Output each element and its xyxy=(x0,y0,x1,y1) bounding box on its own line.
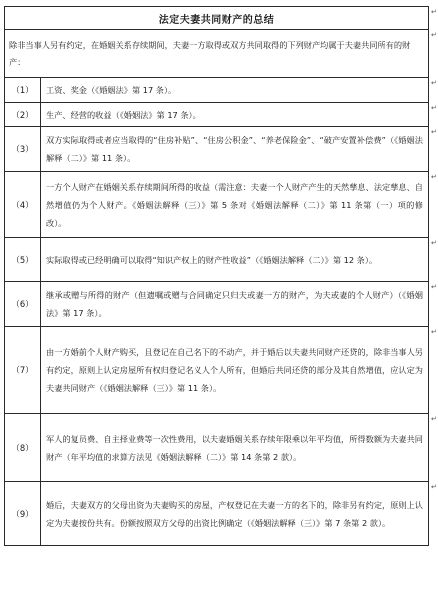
item-text: 双方实际取得或者应当取得的“住房补贴”、“住房公积金”、“养老保险金”、“破产安置补偿费”（《婚姻法解释（二）》第 11 条）。 xyxy=(41,127,429,172)
paragraph-mark: ↵ xyxy=(431,415,437,423)
paragraph-mark: ↵ xyxy=(431,31,437,39)
document xyxy=(4,6,428,546)
paragraph-mark: ↵ xyxy=(431,483,437,491)
item-text: 实际取得或已经明确可以取得“知识产权上的财产性收益”（《婚姻法解释（二）》第 12 条）。 xyxy=(41,238,429,282)
paragraph-mark: ↵ xyxy=(431,283,437,291)
item-number: （3） xyxy=(5,127,41,172)
paragraph-mark: ↵ xyxy=(431,79,437,87)
item-number: （6） xyxy=(5,282,41,327)
item-number: （1） xyxy=(5,78,41,103)
item-text: 婚后，夫妻双方的父母出资为夫妻购买的房屋，产权登记在夫妻一方的名下的，除非另有约定，原则上认定为夫妻按份共有。份额按照双方父母的出资比例确定（《婚姻法解释（三）》第 7 条第 2 款）。 xyxy=(41,482,429,546)
table-row xyxy=(5,127,429,172)
table-row xyxy=(5,103,429,127)
item-text: 工资、奖金（《婚姻法》第 17 条）。 xyxy=(41,78,429,103)
table-row xyxy=(5,482,429,546)
item-text: 一方个人财产在婚姻关系存续期间所得的收益（需注意：夫妻一个人财产产生的天然孳息、法定孳息、自然增值仍为个人财产。《婚姻法解释（三）》第 5 条对《婚姻法解释（二）》第 11 条第（一）项的修改）。 xyxy=(41,172,429,238)
paragraph-mark: ↵ xyxy=(431,8,437,16)
paragraph-mark: ↵ xyxy=(431,328,437,336)
intro-text: 除非当事人另有约定，在婚姻关系存续期间，夫妻一方取得或双方共同取得的下列财产均属于夫妻共同所有的财产： xyxy=(5,30,429,78)
item-number: （8） xyxy=(5,414,41,482)
item-number: （2） xyxy=(5,103,41,127)
paragraph-mark: ↵ xyxy=(431,173,437,181)
title-row xyxy=(5,7,429,30)
table-row xyxy=(5,172,429,238)
item-text: 生产、经营的收益（《婚姻法》第 17 条）。 xyxy=(41,103,429,127)
item-number: （9） xyxy=(5,482,41,546)
item-number: （7） xyxy=(5,327,41,414)
item-text: 军人的复员费、自主择业费等一次性费用，以夫妻婚姻关系存续年限乘以年平均值，所得数额为夫妻共同财产（年平均值的求算方法见《婚姻法解释（二）》第 14 条第 2 款）。 xyxy=(41,414,429,482)
table-row xyxy=(5,282,429,327)
paragraph-mark: ↵ xyxy=(431,239,437,247)
table-title: 法定夫妻共同财产的总结 xyxy=(5,7,429,30)
table-row xyxy=(5,238,429,282)
item-number: （5） xyxy=(5,238,41,282)
table-row xyxy=(5,78,429,103)
table-row xyxy=(5,414,429,482)
item-text: 继承或赠与所得的财产（但遗嘱或赠与合同确定只归夫或妻一方的财产，为夫或妻的个人财产）（《婚姻法》第 17 条）。 xyxy=(41,282,429,327)
paragraph-mark: ↵ xyxy=(431,128,437,136)
intro-row xyxy=(5,30,429,78)
paragraph-marks xyxy=(429,0,438,613)
property-summary-table xyxy=(4,6,429,546)
item-text: 由一方婚前个人财产购买，且登记在自己名下的不动产，并于婚后以夫妻共同财产还贷的，除非当事人另有约定，原则上认定房屋所有权归登记名义人个人所有，但婚后共同还贷的部分及其自然增值，应认定为夫妻共同财产（《婚姻法解释（三）》第 11 条）。 xyxy=(41,327,429,414)
paragraph-mark: ↵ xyxy=(431,104,437,112)
item-number: （4） xyxy=(5,172,41,238)
table-row xyxy=(5,327,429,414)
